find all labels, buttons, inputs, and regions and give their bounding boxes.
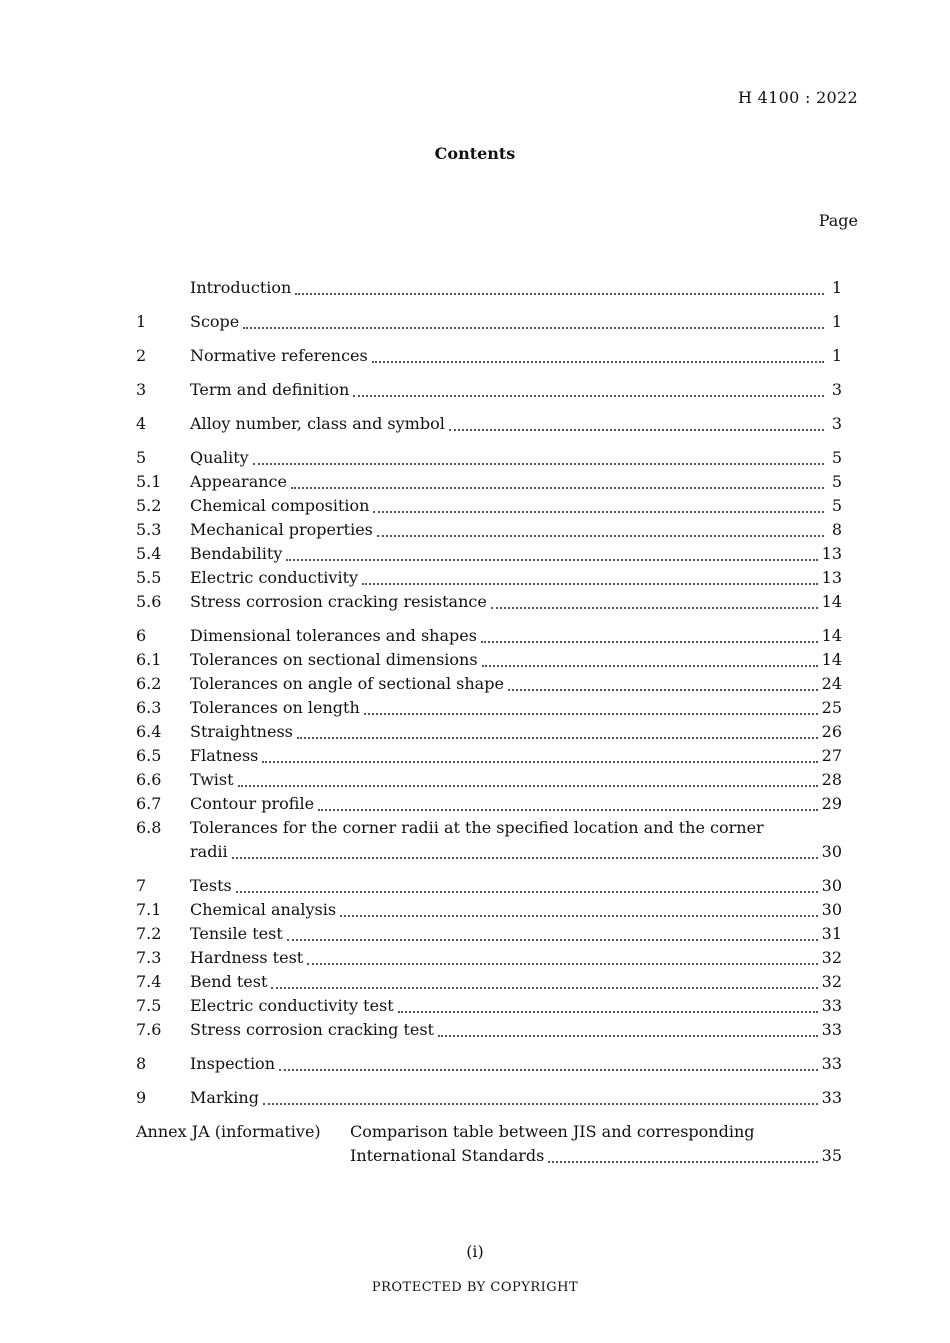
dot-leader: [482, 665, 818, 667]
toc-entry[interactable]: [136, 816, 842, 840]
dot-leader: [291, 487, 824, 489]
toc-entry-label: Chemical analysis: [190, 900, 337, 919]
document-id: H 4100 : 2022: [738, 88, 858, 107]
toc-entry[interactable]: [136, 446, 842, 470]
toc-entry[interactable]: [136, 276, 842, 300]
toc-entry[interactable]: [136, 672, 842, 696]
toc-entry-label: Term and definition: [190, 380, 350, 399]
toc-entry[interactable]: [136, 494, 842, 518]
toc-entry[interactable]: [136, 378, 842, 402]
toc-entry[interactable]: [136, 1086, 842, 1110]
toc-entry[interactable]: [136, 1052, 842, 1076]
toc-entry-number: 6.3: [136, 698, 162, 717]
toc-entry-page: 31: [821, 924, 842, 943]
toc-entry-label: Tensile test: [190, 924, 283, 943]
dot-leader: [271, 987, 817, 989]
toc-entry-page: 3: [831, 380, 842, 399]
dot-leader: [398, 1011, 818, 1013]
toc-entry-label: Alloy number, class and symbol: [190, 414, 445, 433]
toc-entry-number: 7.1: [136, 900, 162, 919]
toc-entry-number: 7.4: [136, 972, 162, 991]
toc-entry-label: Flatness: [190, 746, 259, 765]
toc-entry-page: 33: [821, 996, 842, 1015]
page-title: Contents: [434, 144, 516, 163]
toc-entry[interactable]: [136, 344, 842, 368]
dot-leader: [362, 583, 818, 585]
toc-entry-number: 6.7: [136, 794, 162, 813]
toc-entry-page: 13: [821, 568, 842, 587]
toc-entry[interactable]: [136, 624, 842, 648]
dot-leader: [548, 1161, 817, 1163]
dot-leader: [307, 963, 817, 965]
dot-leader: [262, 761, 817, 763]
toc-entry-number: 2: [136, 346, 147, 365]
toc-entry-page: 27: [821, 746, 842, 765]
table-of-contents: [136, 276, 842, 1168]
toc-entry-number: 5.3: [136, 520, 162, 539]
toc-entry-page: 32: [821, 972, 842, 991]
toc-entry[interactable]: [136, 898, 842, 922]
toc-entry-label: Stress corrosion cracking resistance: [190, 592, 487, 611]
toc-entry-page: 1: [831, 312, 842, 331]
dot-leader: [238, 785, 818, 787]
toc-entry-number: 7.5: [136, 996, 162, 1015]
toc-entry-page: 24: [821, 674, 842, 693]
toc-entry-label: Electric conductivity test: [190, 996, 394, 1015]
toc-entry-label: Stress corrosion cracking test: [190, 1020, 434, 1039]
toc-entry-number: 6.6: [136, 770, 162, 789]
toc-entry-number: 6.2: [136, 674, 162, 693]
toc-entry-label: Quality: [190, 448, 249, 467]
dot-leader: [377, 535, 824, 537]
annex-id: Annex JA (informative): [136, 1122, 321, 1141]
toc-entry-continuation[interactable]: [136, 840, 842, 864]
toc-entry-number: 5: [136, 448, 147, 467]
toc-entry-number: 9: [136, 1088, 147, 1107]
toc-entry-number: 6.8: [136, 818, 162, 837]
toc-entry-label: Scope: [190, 312, 240, 331]
toc-entry-number: 7.3: [136, 948, 162, 967]
toc-entry[interactable]: [136, 310, 842, 334]
toc-entry-number: 5.4: [136, 544, 162, 563]
toc-annex-entry[interactable]: [136, 1120, 842, 1168]
toc-entry-label: Normative references: [190, 346, 368, 365]
toc-entry-label: Tests: [190, 876, 232, 895]
toc-entry-label: Hardness test: [190, 948, 304, 967]
annex-page-number: 35: [821, 1146, 842, 1165]
copyright-notice: PROTECTED BY COPYRIGHT: [371, 1280, 579, 1295]
dot-leader: [318, 809, 818, 811]
toc-entry-page: 33: [821, 1054, 842, 1073]
toc-entry-page: 32: [821, 948, 842, 967]
toc-entry-page: 3: [831, 414, 842, 433]
dot-leader: [297, 737, 818, 739]
dot-leader: [287, 939, 818, 941]
toc-entry-number: 5.1: [136, 472, 162, 491]
toc-entry-label: Tolerances on sectional dimensions: [190, 650, 478, 669]
toc-entry-number: 1: [136, 312, 147, 331]
toc-entry-label: Bendability: [190, 544, 283, 563]
toc-entry-label: Bend test: [190, 972, 268, 991]
dot-leader: [243, 327, 824, 329]
toc-entry-page: 1: [831, 278, 842, 297]
toc-entry[interactable]: [136, 720, 842, 744]
dot-leader: [438, 1035, 818, 1037]
toc-entry-page: 14: [821, 650, 842, 669]
dot-leader: [340, 915, 818, 917]
toc-entry[interactable]: [136, 1018, 842, 1042]
toc-entry-label: Twist: [190, 770, 234, 789]
toc-entry-label: Tolerances for the corner radii at the specified location and the corner: [190, 818, 764, 837]
toc-entry[interactable]: [136, 518, 842, 542]
toc-entry[interactable]: [136, 566, 842, 590]
toc-entry-number: 6.4: [136, 722, 162, 741]
toc-entry[interactable]: [136, 874, 842, 898]
toc-entry-number: 7.6: [136, 1020, 162, 1039]
toc-entry-page: 14: [821, 626, 842, 645]
toc-entry-number: 5.2: [136, 496, 162, 515]
toc-entry-page: 8: [831, 520, 842, 539]
toc-entry-number: 6.1: [136, 650, 162, 669]
toc-entry[interactable]: [136, 946, 842, 970]
toc-entry-page: 30: [821, 876, 842, 895]
toc-entry-number: 5.6: [136, 592, 162, 611]
toc-entry-label: Introduction: [190, 278, 292, 297]
toc-entry-page: 26: [821, 722, 842, 741]
toc-entry-number: 7.2: [136, 924, 162, 943]
toc-entry[interactable]: [136, 744, 842, 768]
toc-entry-number: 5.5: [136, 568, 162, 587]
toc-entry-page: 5: [831, 448, 842, 467]
dot-leader: [286, 559, 817, 561]
dot-leader: [236, 891, 818, 893]
dot-leader: [449, 429, 824, 431]
toc-entry[interactable]: [136, 590, 842, 614]
toc-entry-number: 6.5: [136, 746, 162, 765]
toc-entry[interactable]: [136, 768, 842, 792]
toc-entry[interactable]: [136, 470, 842, 494]
annex-title-line1: Comparison table between JIS and corresponding: [350, 1122, 755, 1141]
dot-leader: [253, 463, 824, 465]
toc-entry-page: 13: [821, 544, 842, 563]
toc-entry-label: Appearance: [190, 472, 287, 491]
toc-entry-page: 30: [821, 900, 842, 919]
toc-entry[interactable]: [136, 994, 842, 1018]
toc-entry-label: Mechanical properties: [190, 520, 373, 539]
toc-entry[interactable]: [136, 412, 842, 436]
dot-leader: [508, 689, 818, 691]
dot-leader: [364, 713, 818, 715]
toc-entry-page: 33: [821, 1020, 842, 1039]
toc-entry-page: 1: [831, 346, 842, 365]
toc-entry-number: 6: [136, 626, 147, 645]
toc-entry[interactable]: [136, 696, 842, 720]
dot-leader: [373, 511, 824, 513]
toc-entry-page: 5: [831, 496, 842, 515]
dot-leader: [372, 361, 824, 363]
toc-entry-label: Tolerances on length: [190, 698, 360, 717]
toc-entry-label: Inspection: [190, 1054, 275, 1073]
toc-entry[interactable]: [136, 970, 842, 994]
dot-leader: [232, 857, 818, 859]
dot-leader: [263, 1103, 818, 1105]
toc-entry-page: 25: [821, 698, 842, 717]
toc-entry-page: 29: [821, 794, 842, 813]
page-column-label: Page: [818, 211, 858, 230]
toc-entry-label: Chemical composition: [190, 496, 370, 515]
toc-entry[interactable]: [136, 922, 842, 946]
toc-entry-number: 4: [136, 414, 147, 433]
toc-entry-label: Tolerances on angle of sectional shape: [190, 674, 504, 693]
toc-entry-page: 33: [821, 1088, 842, 1107]
toc-entry[interactable]: [136, 542, 842, 566]
toc-entry-label: Marking: [190, 1088, 259, 1107]
annex-title-line2: International Standards: [350, 1146, 545, 1165]
page-footer-number: (i): [466, 1242, 484, 1261]
toc-entry-number: 7: [136, 876, 147, 895]
toc-entry-number: 3: [136, 380, 147, 399]
dot-leader: [295, 293, 824, 295]
toc-entry[interactable]: [136, 648, 842, 672]
toc-entry-number: 8: [136, 1054, 147, 1073]
dot-leader: [491, 607, 818, 609]
toc-entry-label: Straightness: [190, 722, 293, 741]
toc-entry-label: Electric conductivity: [190, 568, 359, 587]
toc-entry-label-continued: radii: [190, 842, 228, 861]
toc-entry-label: Dimensional tolerances and shapes: [190, 626, 477, 645]
toc-entry-page: 14: [821, 592, 842, 611]
toc-entry-page: 30: [821, 842, 842, 861]
dot-leader: [353, 395, 824, 397]
toc-entry[interactable]: [136, 792, 842, 816]
dot-leader: [481, 641, 818, 643]
toc-entry-page: 5: [831, 472, 842, 491]
toc-entry-label: Contour profile: [190, 794, 315, 813]
dot-leader: [279, 1069, 818, 1071]
toc-entry-page: 28: [821, 770, 842, 789]
